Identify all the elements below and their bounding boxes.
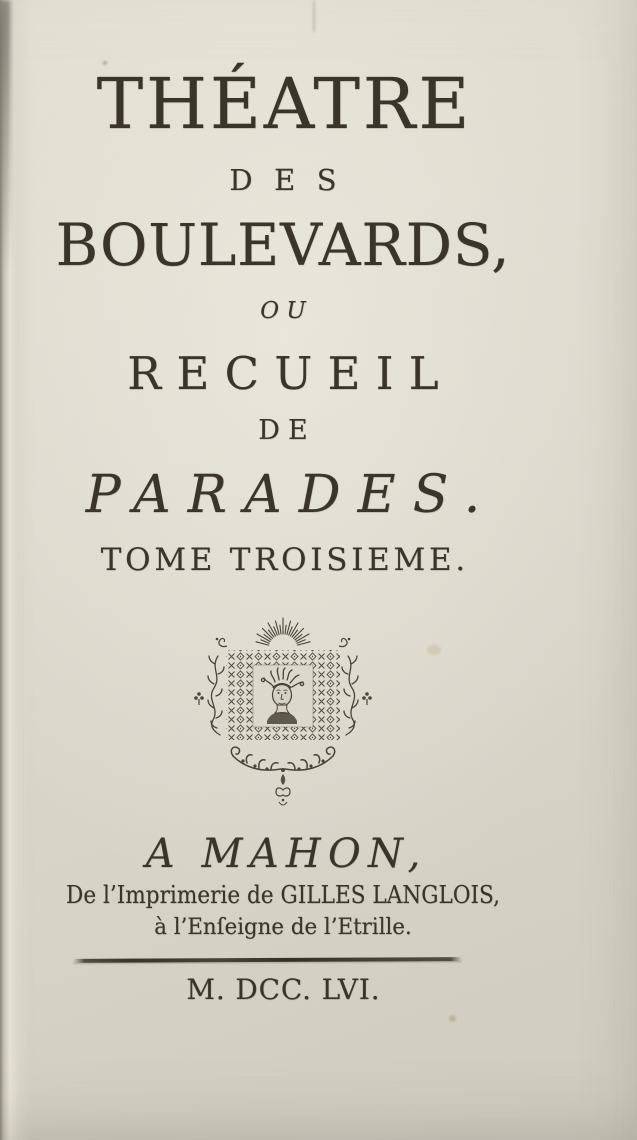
imprint-address: à l’Enſeigne de l’Etrille.	[154, 915, 412, 940]
imprint-place: A MAHON,	[145, 831, 428, 877]
title-line-de: DE	[258, 415, 316, 446]
sunburst-rays	[256, 618, 310, 645]
volume-statement: TOME TROISIEME.	[100, 542, 469, 578]
title-line-recueil: RECUEIL	[127, 347, 454, 400]
vignette-woodcut-ornament	[191, 616, 375, 808]
title-line-ou: OU	[260, 298, 314, 324]
imprint-printer: De l’Imprimerie de GILLES LANGLOIS,	[66, 881, 500, 909]
title-line-boulevards: BOULEVARDS,	[55, 211, 511, 279]
imprint-rule	[73, 957, 462, 963]
title-line-des: DES	[229, 163, 359, 197]
title-line-theatre: THÉATRE	[96, 63, 473, 145]
title-line-parades: PARADES.	[85, 465, 498, 525]
vignette-container	[0, 616, 566, 812]
imprint-date: M. DCC. LVI.	[186, 973, 381, 1006]
